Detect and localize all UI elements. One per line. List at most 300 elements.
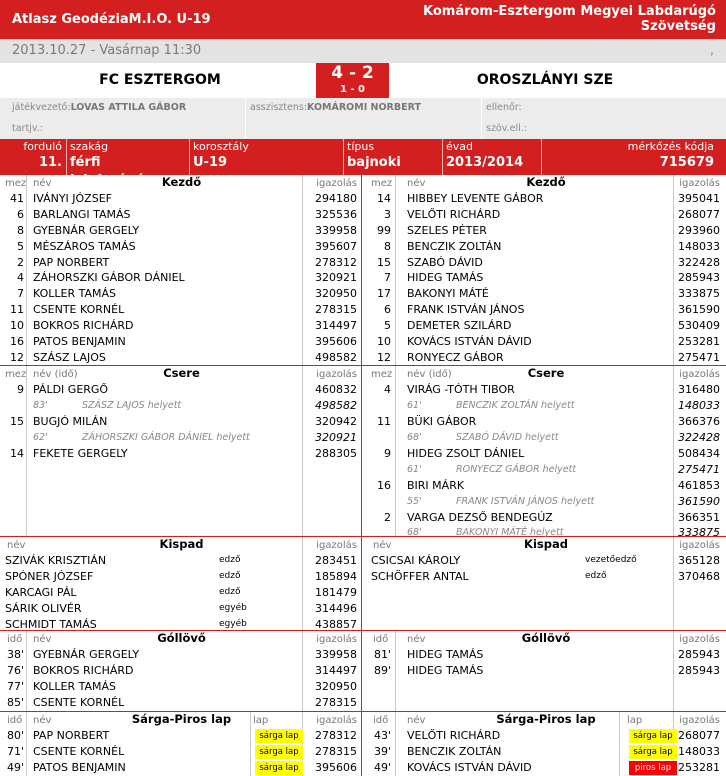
- referee-label: játékvezető:: [12, 102, 71, 113]
- license-id: 275471: [678, 350, 720, 364]
- scorer-name: BOKROS RICHÁRD: [33, 663, 134, 677]
- red-card-badge: piros lap: [629, 761, 677, 775]
- home-starter-row: [3, 255, 360, 271]
- jersey-number: 3: [384, 207, 391, 221]
- away-sub-row: [369, 414, 723, 430]
- player-name: PATOS BENJAMIN: [33, 335, 126, 349]
- home-starter-row: [3, 270, 360, 286]
- license-id: 316480: [678, 383, 720, 396]
- match-datetime: 2013.10.27 - Vasárnap 11:30: [12, 43, 202, 58]
- license-id: 278315: [315, 303, 357, 317]
- away-bench-header-title: Kispad: [524, 537, 568, 551]
- federation-title: Komárom-Esztergom Megyei Labdarúgó Szövetség: [423, 4, 716, 34]
- home-sub-row: [3, 382, 360, 398]
- away-sub-row: [369, 478, 723, 494]
- player-name: VELŐTI RICHÁRD: [407, 729, 501, 742]
- away-bench-row: [369, 569, 723, 585]
- away-goals-header-col-left: idő: [373, 634, 389, 645]
- home-sub-row: [3, 446, 360, 462]
- goal-minute: 77': [6, 679, 24, 693]
- away-subs-header: [369, 366, 723, 382]
- away-starters-panel: [369, 175, 723, 366]
- license-id: 333875: [678, 287, 720, 301]
- player-name: DEMETER SZILÁRD: [407, 319, 512, 333]
- replaced-player: SZABÓ DÁVID helyett: [456, 431, 559, 443]
- replaced-license-id: 333875: [678, 526, 720, 540]
- license-id: 185894: [315, 569, 357, 583]
- player-name: HIDEG TAMÁS: [407, 271, 484, 285]
- home-cards-header-col-left: idő: [7, 715, 23, 726]
- jersey-number: 6: [384, 303, 391, 317]
- home-goals-header-col-left: idő: [7, 634, 23, 645]
- goal-minute: 85': [6, 695, 24, 709]
- home-starter-row: [3, 318, 360, 334]
- jersey-number: 5: [384, 319, 391, 333]
- home-starter-row: [3, 191, 360, 207]
- type-value: bajnoki: [347, 155, 401, 170]
- yellow-card-badge: sárga lap: [255, 745, 303, 759]
- replaced-license-id: 320921: [315, 430, 357, 444]
- referee: [12, 102, 186, 113]
- home-cards-header-col-lap: lap: [253, 715, 269, 726]
- home-card-row: [3, 728, 360, 744]
- branch-label: szakág: [70, 140, 109, 153]
- license-id: 395041: [678, 192, 720, 205]
- card-minute: 49': [6, 760, 24, 774]
- card-minute: 43': [373, 729, 391, 742]
- jersey-number: 14: [377, 192, 391, 205]
- away-bench-panel: [369, 537, 723, 585]
- license-id: 370468: [678, 569, 720, 583]
- jersey-number: 12: [10, 350, 24, 364]
- officials-divider: [245, 98, 246, 140]
- replaced-player: FRANK ISTVÁN JÁNOS helyett: [456, 495, 595, 507]
- home-cards-header-col-id: igazolás: [316, 715, 357, 726]
- home-starter-row: [3, 334, 360, 350]
- home-starter-row: [3, 302, 360, 318]
- away-starters-header-col-name: név: [407, 178, 426, 189]
- license-id: 285943: [678, 648, 720, 661]
- sub-minute: 61': [407, 399, 422, 411]
- jersey-number: 11: [377, 414, 391, 428]
- jersey-number: 7: [384, 271, 391, 285]
- player-name: KOVÁCS ISTVÁN DÁVID: [407, 335, 532, 349]
- player-name: KOLLER TAMÁS: [33, 287, 117, 301]
- home-bench-header-title: Kispad: [159, 537, 204, 551]
- away-goal-row: [369, 663, 723, 679]
- replaced-license-id: 148033: [678, 398, 720, 412]
- scorer-name: KOLLER TAMÁS: [33, 679, 117, 693]
- jersey-number: 15: [10, 414, 24, 428]
- away-cards-header-col-id: igazolás: [679, 715, 720, 726]
- player-name: BENCZIK ZOLTÁN: [407, 239, 502, 253]
- home-starters-panel: [3, 175, 360, 366]
- replaced-license-id: 361590: [678, 494, 720, 508]
- card-minute: 49': [373, 760, 391, 774]
- home-subs-header-col-left: mez: [5, 369, 27, 380]
- scorer-name: CSENTE KORNÉL: [33, 695, 125, 709]
- age-label: korosztály: [193, 140, 249, 153]
- license-id: 460832: [315, 383, 357, 396]
- player-name: PÁLDI GERGŐ: [33, 383, 109, 396]
- home-bench-row: [3, 601, 360, 617]
- jersey-number: 11: [10, 303, 24, 317]
- away-cards-header-col-left: idő: [373, 715, 389, 726]
- player-name: PATOS BENJAMIN: [33, 760, 126, 774]
- age-cell: [193, 139, 343, 175]
- home-bench-row: [3, 569, 360, 585]
- header-bar: [0, 0, 726, 39]
- away-sub-detail-row: [369, 494, 723, 510]
- license-id: 366351: [678, 510, 720, 524]
- license-id: 366376: [678, 414, 720, 428]
- license-id: 320950: [315, 287, 357, 301]
- sub-minute: 68': [407, 527, 422, 539]
- sub-minute: 62': [33, 431, 48, 443]
- jersey-number: 8: [17, 223, 24, 237]
- assistant-label: asszisztens:: [250, 102, 308, 113]
- away-starter-row: [369, 255, 723, 271]
- jersey-number: 99: [377, 223, 391, 237]
- home-goals-panel: [3, 631, 360, 711]
- away-goal-row: [369, 647, 723, 663]
- type-cell: [347, 139, 442, 175]
- license-id: 288305: [315, 446, 357, 460]
- replaced-license-id: 498582: [315, 398, 357, 412]
- license-id: 320942: [315, 414, 357, 428]
- away-starter-row: [369, 334, 723, 350]
- jersey-number: 10: [377, 335, 391, 349]
- player-name: RONYECZ GÁBOR: [407, 350, 504, 364]
- home-goals-header-col-id: igazolás: [316, 634, 357, 645]
- jersey-number: 14: [10, 446, 24, 460]
- jersey-number: 12: [377, 350, 391, 364]
- away-cards-panel: [369, 712, 723, 776]
- license-id: 361590: [678, 303, 720, 317]
- player-name: FRANK ISTVÁN JÁNOS: [407, 303, 525, 317]
- home-starter-row: [3, 207, 360, 223]
- away-starter-row: [369, 350, 723, 366]
- license-id: 339958: [315, 648, 357, 661]
- away-starter-row: [369, 270, 723, 286]
- license-id: 181479: [315, 585, 357, 599]
- home-bench-header-col-id: igazolás: [316, 540, 357, 551]
- away-bench-header-col-id: igazolás: [679, 540, 720, 551]
- home-bench-header: [3, 537, 360, 553]
- home-bench-row: [3, 585, 360, 601]
- match-code-cell: [545, 139, 714, 175]
- license-id: 395606: [315, 335, 357, 349]
- player-name: SZELES PÉTER: [407, 223, 487, 237]
- jersey-number: 9: [384, 446, 391, 460]
- player-name: BÜKI GÁBOR: [407, 414, 477, 428]
- home-starter-row: [3, 223, 360, 239]
- staff-role: egyéb: [219, 602, 247, 613]
- assistant-name: KOMÁROMI NORBERT: [307, 102, 421, 113]
- player-name: FEKETE GERGELY: [33, 446, 128, 460]
- license-id: 498582: [315, 350, 357, 364]
- away-team-name: OROSZLÁNYI SZE: [476, 72, 614, 88]
- away-starters-header-col-id: igazolás: [679, 178, 720, 189]
- final-score: 4 - 2: [331, 63, 374, 83]
- home-starters-header-title: Kezdő: [161, 175, 202, 189]
- goal-minute: 38': [6, 648, 24, 661]
- player-name: SZÁSZ LAJOS: [33, 350, 106, 364]
- home-card-row: [3, 744, 360, 760]
- yellow-card-badge: sárga lap: [629, 729, 677, 743]
- home-starters-header: [3, 175, 360, 191]
- license-id: 325536: [315, 207, 357, 221]
- license-id: 285943: [678, 271, 720, 285]
- license-id: 294180: [315, 192, 357, 205]
- away-starter-row: [369, 207, 723, 223]
- away-sub-row: [369, 446, 723, 462]
- home-starters-header-col-left: mez: [5, 178, 27, 189]
- player-name: HIDEG ZSOLT DÁNIEL: [407, 446, 525, 460]
- home-starter-row: [3, 286, 360, 302]
- home-subs-header: [3, 366, 360, 382]
- player-name: SZABÓ DÁVID: [407, 255, 483, 269]
- away-cards-header-title: Sárga-Piros lap: [496, 712, 596, 726]
- license-id: 314497: [315, 319, 357, 333]
- round-cell: [6, 139, 62, 175]
- home-starters-header-col-id: igazolás: [316, 178, 357, 189]
- license-id: 148033: [678, 239, 720, 253]
- player-name: PAP NORBERT: [33, 729, 110, 742]
- officials-row-1: [0, 98, 726, 119]
- player-name: HIBBEY LEVENTE GÁBOR: [407, 192, 544, 205]
- license-id: 278312: [315, 729, 357, 742]
- staff-role: edző: [219, 586, 241, 597]
- staff-role: edző: [219, 570, 241, 581]
- away-subs-panel: [369, 366, 723, 541]
- home-sub-row: [3, 414, 360, 430]
- jersey-number: 16: [10, 335, 24, 349]
- license-id: 268077: [678, 729, 720, 742]
- replaced-player: RONYECZ GÁBOR helyett: [456, 463, 577, 475]
- scorer-name: GYEBNÁR GERGELY: [33, 648, 140, 661]
- player-name: VELŐTI RICHÁRD: [407, 207, 501, 221]
- away-subs-header-col-id: igazolás: [679, 369, 720, 380]
- player-name: VIRÁG -TÓTH TIBOR: [407, 383, 515, 396]
- jersey-number: 6: [17, 207, 24, 221]
- player-name: CSENTE KORNÉL: [33, 303, 125, 317]
- license-id: 438857: [315, 617, 357, 631]
- yellow-card-badge: sárga lap: [629, 745, 677, 759]
- staff-name: SCHMIDT TAMÁS: [5, 617, 97, 631]
- replaced-license-id: 275471: [678, 462, 720, 476]
- home-goal-row: [3, 695, 360, 711]
- away-goals-panel: [369, 631, 723, 679]
- sub-minute: 55': [407, 495, 422, 507]
- player-name: VARGA DEZSŐ BENDEGÚZ: [407, 510, 553, 524]
- player-name: BOKROS RICHÁRD: [33, 319, 134, 333]
- license-id: 283451: [315, 554, 357, 567]
- match-code-value: 715679: [659, 155, 714, 170]
- staff-role: egyéb: [219, 618, 247, 629]
- replaced-player: BENCZIK ZOLTÁN helyett: [456, 399, 575, 411]
- score-box: [316, 63, 389, 98]
- away-cards-header: [369, 712, 723, 728]
- card-minute: 39': [373, 744, 391, 758]
- away-starters-header-col-left: mez: [371, 178, 393, 189]
- goal-minute: 76': [6, 663, 24, 677]
- away-card-row: [369, 728, 723, 744]
- license-id: 320950: [315, 679, 357, 693]
- away-starter-row: [369, 223, 723, 239]
- teams-row: [0, 63, 726, 98]
- date-row-corner: ,: [710, 43, 714, 57]
- jersey-number: 2: [17, 255, 24, 269]
- license-id: 253281: [678, 760, 720, 774]
- inspector-label: ellenőr:: [486, 102, 522, 113]
- away-subs-header-col-left: mez: [371, 369, 393, 380]
- away-subs-header-col-name: név (idő): [407, 369, 452, 380]
- license-id: 314497: [315, 663, 357, 677]
- home-cards-header: [3, 712, 360, 728]
- player-name: ZÁHORSZKI GÁBOR DÁNIEL: [33, 271, 185, 285]
- szovell-label: szöv.ell.:: [486, 123, 527, 134]
- date-row: [0, 39, 726, 63]
- staff-role: vezetőedző: [585, 555, 637, 565]
- home-team-name: FC ESZTERGOM: [99, 72, 221, 88]
- home-sub-detail-row: [3, 430, 360, 446]
- away-starters-header: [369, 175, 723, 191]
- away-sub-detail-row: [369, 462, 723, 478]
- home-bench-header-col-left: név: [7, 540, 26, 551]
- away-sub-detail-row: [369, 398, 723, 414]
- yellow-card-badge: sárga lap: [255, 729, 303, 743]
- license-id: 314496: [315, 601, 357, 615]
- goal-minute: 81': [373, 648, 391, 661]
- home-subs-panel: [3, 366, 360, 462]
- away-bench-row: [369, 553, 723, 569]
- away-bench-header-col-left: név: [373, 540, 392, 551]
- replaced-player: ZÁHORSZKI GÁBOR DÁNIEL helyett: [82, 431, 250, 443]
- player-name: KOVÁCS ISTVÁN DÁVID: [407, 760, 532, 774]
- replaced-license-id: 322428: [678, 430, 720, 444]
- player-name: GYEBNÁR GERGELY: [33, 223, 140, 237]
- player-name: PAP NORBERT: [33, 255, 110, 269]
- card-minute: 80': [6, 729, 24, 742]
- season-label: évad: [446, 140, 474, 153]
- player-name: IVÁNYI JÓZSEF: [33, 192, 112, 205]
- officials-divider: [481, 98, 482, 140]
- sub-minute: 61': [407, 463, 422, 475]
- player-name: BARLANGI TAMÁS: [33, 207, 131, 221]
- player-name: MÉSZÁROS TAMÁS: [33, 239, 136, 253]
- staff-role: edző: [219, 555, 241, 565]
- license-id: 461853: [678, 478, 720, 492]
- jersey-number: 16: [377, 478, 391, 492]
- away-starter-row: [369, 318, 723, 334]
- license-id: 395606: [315, 760, 357, 774]
- away-goals-header: [369, 631, 723, 647]
- home-goals-header-title: Góllövő: [157, 631, 206, 645]
- player-name: BUGJÓ MILÁN: [33, 414, 108, 428]
- home-goal-row: [3, 647, 360, 663]
- staff-name: SZIVÁK KRISZTIÁN: [5, 554, 107, 567]
- jersey-number: 4: [17, 271, 24, 285]
- season-cell: [446, 139, 541, 175]
- staff-name: CSICSAI KÁROLY: [371, 554, 461, 567]
- home-cards-header-title: Sárga-Piros lap: [131, 712, 232, 726]
- away-sub-row: [369, 510, 723, 526]
- halftime-score: 1 - 0: [339, 84, 366, 95]
- player-name: BAKONYI MÁTÉ: [407, 287, 489, 301]
- jersey-number: 17: [377, 287, 391, 301]
- home-sub-detail-row: [3, 398, 360, 414]
- away-subs-header-title: Csere: [527, 366, 565, 380]
- jersey-number: 8: [384, 239, 391, 253]
- home-starter-row: [3, 239, 360, 255]
- home-cards-header-col-name: név: [33, 715, 52, 726]
- license-id: 530409: [678, 319, 720, 333]
- home-goal-row: [3, 679, 360, 695]
- player-name: CSENTE KORNÉL: [33, 744, 125, 758]
- home-subs-header-col-id: igazolás: [316, 369, 357, 380]
- away-bench-header: [369, 537, 723, 553]
- license-id: 278315: [315, 695, 357, 709]
- staff-name: SPÓNER JÓZSEF: [5, 569, 94, 583]
- jersey-number: 2: [384, 510, 391, 524]
- sub-minute: 83': [33, 399, 48, 411]
- staff-role: edző: [585, 570, 607, 581]
- away-card-row: [369, 744, 723, 760]
- license-id: 508434: [678, 446, 720, 460]
- player-name: BENCZIK ZOLTÁN: [407, 744, 502, 758]
- away-goals-header-title: Góllövő: [521, 631, 571, 645]
- replaced-player: SZÁSZ LAJOS helyett: [82, 399, 182, 411]
- home-subs-header-col-name: név (idő): [33, 369, 78, 380]
- away-cards-header-col-name: név: [407, 715, 426, 726]
- jersey-number: 9: [17, 383, 24, 396]
- round-value: 11.: [38, 155, 62, 170]
- license-id: 293960: [678, 223, 720, 237]
- away-cards-header-col-lap: lap: [627, 715, 643, 726]
- away-starter-row: [369, 239, 723, 255]
- jersey-number: 10: [10, 319, 24, 333]
- home-cards-panel: [3, 712, 360, 776]
- away-starter-row: [369, 286, 723, 302]
- home-subs-header-title: Csere: [163, 366, 200, 380]
- away-starter-row: [369, 191, 723, 207]
- home-bench-row: [3, 553, 360, 569]
- card-minute: 71': [6, 744, 24, 758]
- away-starter-row: [369, 302, 723, 318]
- license-id: 285943: [678, 663, 720, 677]
- goal-minute: 89': [373, 663, 391, 677]
- license-id: 268077: [678, 207, 720, 221]
- staff-name: SCHÖFFER ANTAL: [371, 569, 469, 583]
- home-bench-panel: [3, 537, 360, 632]
- jersey-number: 7: [17, 287, 24, 301]
- license-id: 148033: [678, 744, 720, 758]
- age-value: U-19: [193, 155, 228, 170]
- round-label: forduló: [23, 140, 62, 153]
- license-id: 278312: [315, 255, 357, 269]
- license-id: 365128: [678, 554, 720, 567]
- staff-name: KARCAGI PÁL: [5, 585, 77, 599]
- staff-name: SÁRIK OLIVÉR: [5, 601, 82, 615]
- season-value: 2013/2014: [446, 155, 524, 170]
- jersey-number: 41: [10, 192, 24, 205]
- tartjv-label: tartjv.:: [12, 123, 43, 134]
- away-goals-header-col-name: név: [407, 634, 426, 645]
- home-goals-header: [3, 631, 360, 647]
- jersey-number: 5: [17, 239, 24, 253]
- player-name: BIRI MÁRK: [407, 478, 465, 492]
